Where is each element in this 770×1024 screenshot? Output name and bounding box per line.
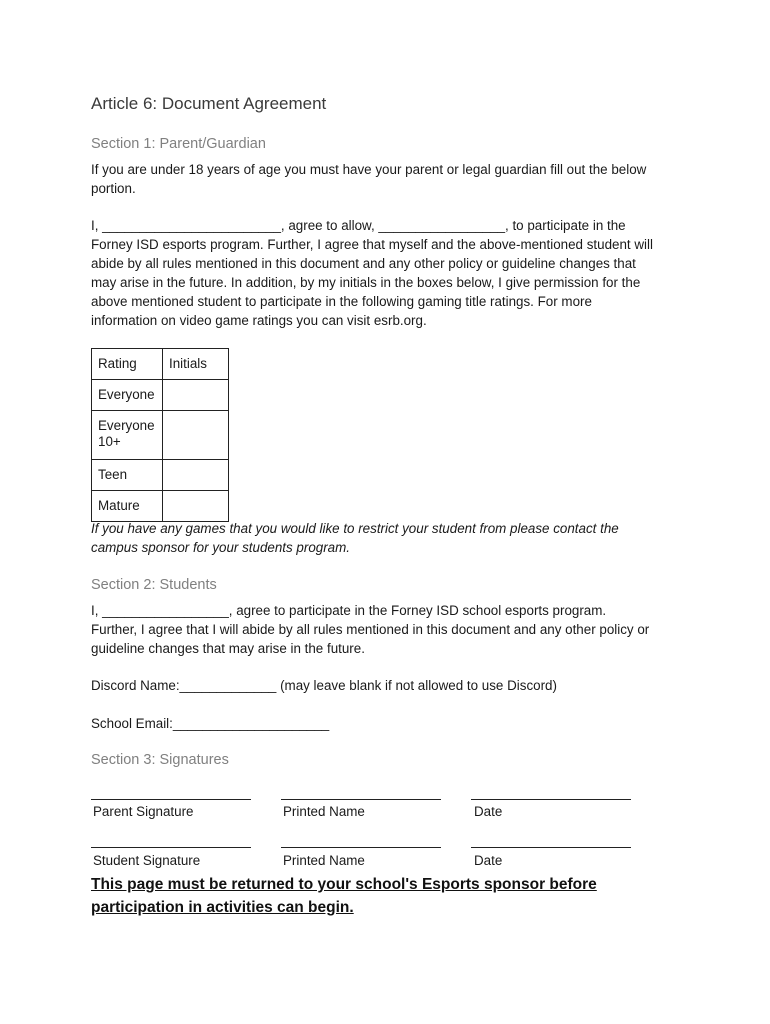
initials-cell[interactable]: [163, 411, 229, 460]
section1-agreement: [91, 217, 691, 330]
agreement-line: above mentioned student to participate in the following gaming title ratings. For more: [91, 293, 592, 309]
page-title: Article 6: Document Agreement: [91, 94, 327, 113]
date-label: Date: [474, 853, 503, 868]
initials-cell[interactable]: [163, 460, 229, 491]
section2-heading: Section 2: Students: [91, 577, 217, 593]
student-date-line[interactable]: [471, 847, 631, 848]
parent-printed-name-line[interactable]: [281, 799, 441, 800]
section1-intro: [91, 161, 691, 199]
note-line: If you have any games that you would like to restrict your student from please contact the: [91, 521, 619, 536]
printed-name-label: Printed Name: [283, 804, 365, 819]
table-row: [92, 491, 229, 522]
initials-cell[interactable]: [163, 380, 229, 411]
rating-line: Everyone: [98, 418, 155, 433]
table-row: [92, 411, 229, 460]
rating-cell: Mature: [92, 491, 163, 522]
notice-line: participation in activities can begin.: [91, 898, 354, 916]
student-signature-line[interactable]: [91, 847, 251, 848]
date-label: Date: [474, 804, 503, 819]
agreement-line: abide by all rules mentioned in this document and any other policy or guideline changes that: [91, 255, 636, 271]
agreement-line: may arise in the future. In addition, by my initials in the boxes below, I give permission for the: [91, 274, 641, 290]
agreement-line: information on video game ratings you can visit esrb.org.: [91, 312, 427, 328]
section2-agreement: [91, 602, 691, 659]
header-rating: Rating: [92, 349, 163, 380]
note-line: campus sponsor for your students program.: [91, 539, 351, 555]
agreement-line: guideline changes that may arise in the future.: [91, 640, 365, 656]
student-signature-label: Student Signature: [93, 853, 201, 868]
table-row: [92, 460, 229, 491]
rating-cell: [92, 411, 163, 460]
table-row: [92, 380, 229, 411]
agreement-line: Further, I agree that I will abide by all rules mentioned in this document and any other policy or: [91, 621, 650, 637]
printed-name-label: Printed Name: [283, 853, 365, 868]
student-printed-name-line[interactable]: [281, 847, 441, 848]
intro-line: portion.: [91, 180, 136, 196]
header-initials: Initials: [163, 349, 229, 380]
table-header-row: [92, 349, 229, 380]
school-email-field: School Email:_____________________: [91, 716, 330, 731]
rating-cell: Teen: [92, 460, 163, 491]
ratings-table: [91, 348, 229, 522]
parent-signature-label: Parent Signature: [93, 804, 194, 819]
section3-heading: Section 3: Signatures: [91, 752, 229, 768]
section1-note: [91, 520, 691, 558]
return-notice: [91, 874, 691, 919]
intro-line: If you are under 18 years of age you must have your parent or legal guardian fill out the below: [91, 162, 647, 177]
agreement-line: Forney ISD esports program. Further, I agree that myself and the above-mentioned student will: [91, 236, 653, 252]
parent-signature-line[interactable]: [91, 799, 251, 800]
rating-cell: Everyone: [92, 380, 163, 411]
initials-cell[interactable]: [163, 491, 229, 522]
agreement-line: I, ________________________, agree to allow, _________________, to participate in the: [91, 218, 626, 233]
discord-name-field: Discord Name:_____________ (may leave blank if not allowed to use Discord): [91, 678, 557, 693]
rating-line: 10+: [98, 434, 121, 449]
agreement-line: I, _________________, agree to participate in the Forney ISD school esports program.: [91, 603, 607, 618]
section1-heading: Section 1: Parent/Guardian: [91, 136, 266, 152]
parent-date-line[interactable]: [471, 799, 631, 800]
notice-line: This page must be returned to your school's Esports sponsor before: [91, 876, 597, 893]
